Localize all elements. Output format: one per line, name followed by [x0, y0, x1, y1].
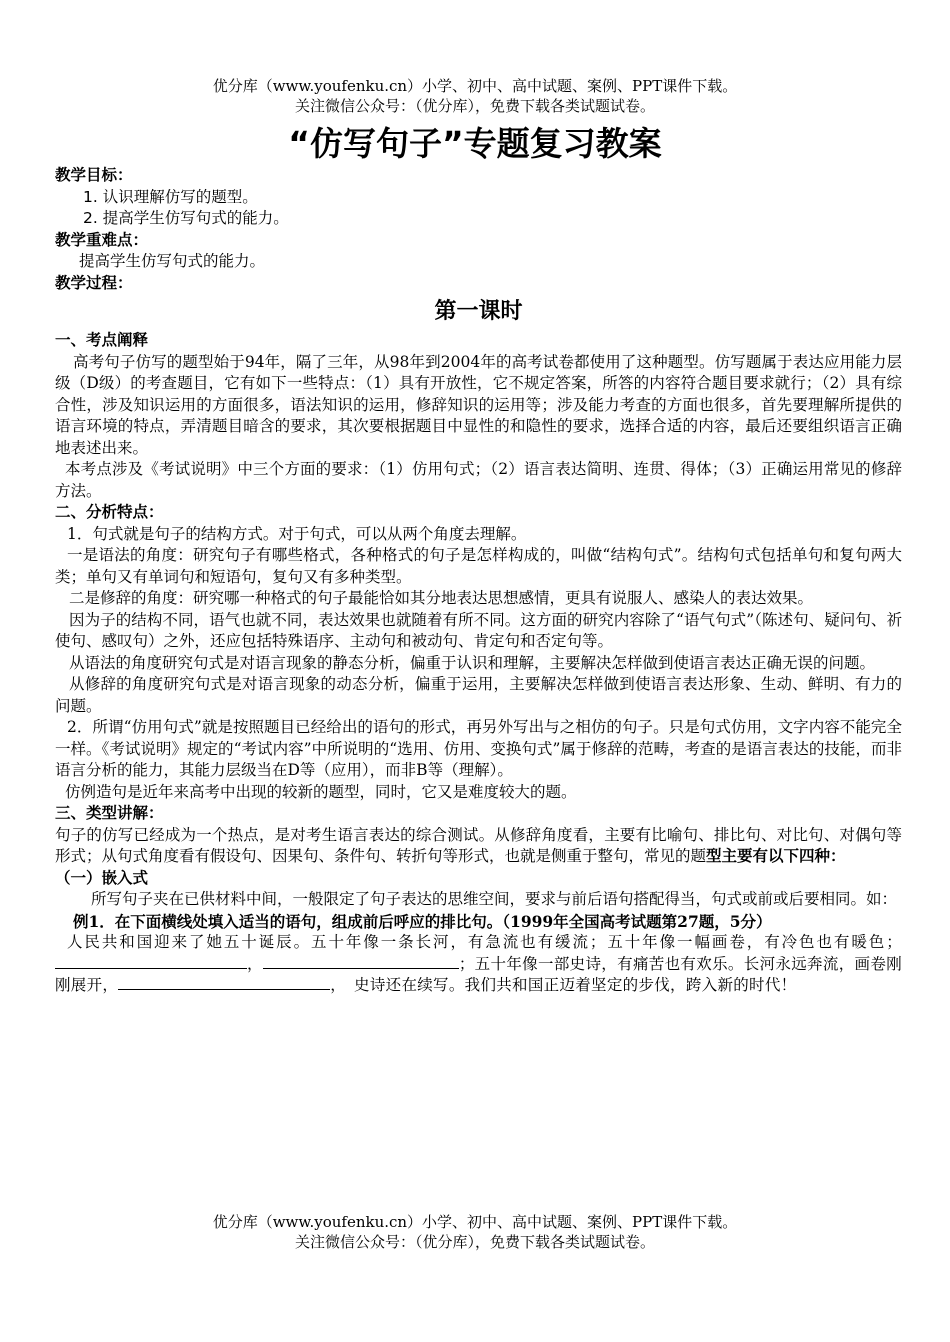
difficulty-text: 提高学生仿写句式的能力。: [79, 252, 266, 270]
document-title: “仿写句子”专题复习教案: [288, 124, 662, 163]
section-2-paragraph-2: 一是语法的角度：研究句子有哪些格式，各种格式的句子是怎样构成的，叫做“结构句式”。结构句式包括单句和复句两大类；单句又有单词句和短语句，复句又有多种类型。: [55, 546, 902, 586]
footer-line-2: 关注微信公众号：（优分库），免费下载各类试题试卷。: [294, 1233, 655, 1251]
footer-line-1: 优分库（www.youfenku.cn）小学、初中、高中试题、案例、PPT课件下载。: [212, 1213, 738, 1231]
goals-heading: 教学目标：: [55, 166, 133, 184]
passage-part-1: 人民共和国迎来了她五十诞辰。五十年像一条长河，有急流也有缓流；五十年像一幅画卷，有冷色也有暖色；: [67, 933, 902, 951]
difficulty-heading: 教学重难点：: [55, 230, 149, 249]
example-1-passage: [55, 932, 902, 997]
answer-blank-1[interactable]: [55, 954, 247, 969]
goal-item-1: 1. 认识理解仿写的题型。: [83, 187, 258, 206]
goal-item-2: 2. 提高学生仿写句式的能力。: [83, 209, 289, 227]
page-footer: [0, 1212, 950, 1252]
section-3-paragraph-1: [55, 825, 902, 868]
answer-blank-3[interactable]: [118, 975, 330, 990]
passage-part-2: ，: [247, 954, 263, 973]
answer-blank-2[interactable]: [263, 954, 459, 969]
passage-part-4: ， 史诗还在续写。我们共和国正迈着坚定的步伐，跨入新的时代！: [330, 976, 797, 994]
header-line-1: 优分库（www.youfenku.cn）小学、初中、高中试题、案例、PPT课件下载。: [212, 77, 738, 95]
section-2-paragraph-8: 仿例造句是近年来高考中出现的较新的题型，同时，它又是难度较大的题。: [65, 782, 577, 801]
section-3-paragraph-1-text: 句子的仿写已经成为一个热点，是对考生语言表达的综合测试。从修辞角度看，主要有比喻句、排比句、对比句、对偶句等形式；从句式角度看有假设句、因果句、条件句、转折句等形式，也就是侧重于整句，常见的题: [55, 825, 902, 865]
section-2-paragraph-4: 因为子的结构不同，语气也就不同，表达效果也就随着有所不同。这方面的研究内容除了“语气句式”（陈述句、疑问句、祈使句、感叹句）之外，还应包括特殊语序、主动句和被动句、肯定句和否定句等。: [55, 610, 902, 650]
lesson-title: 第一课时: [434, 299, 523, 324]
section-2-paragraph-7: 2．所谓“仿用句式”就是按照题目已经给出的语句的形式，再另外写出与之相仿的句子。只是句式仿用，文字内容不能完全一样。《考试说明》规定的“考试内容”中所说明的“选用、仿用、变换句式”属于修辞的范畴，考查的是语言表达的技能，而非语言分析的能力，其能力层级当在D等（应用），而非B等（理解）。: [55, 718, 902, 779]
section-2-paragraph-6: 从修辞的角度研究句式是对语言现象的动态分析，偏重于运用，主要解决怎样做到使语言表达形象、生动、鲜明、有力的问题。: [55, 675, 902, 715]
example-1-prompt: 例1．在下面横线处填入适当的语句，组成前后呼应的排比句。（1999年全国高考试题第27题，5分）: [73, 911, 772, 931]
subsection-1-text: 所写句子夹在已供材料中间，一般限定了句子表达的思维空间，要求与前后语句搭配得当，句式或前或后要相同。如：: [91, 890, 898, 908]
section-1-paragraph-1: 高考句子仿写的题型始于94年，隔了三年，从98年到2004年的高考试卷都使用了这种题型。仿写题属于表达应用能力层级（D级）的考查题目，它有如下一些特点：（1）具有开放性，它不规定答案，所答的内容符合题目要求就行；（2）具有综合性，涉及知识运用的方面很多，语法知识的运用，修辞知识的运用等；涉及能力考查的方面也很多，首先要理解所提供的语言环境的特点，弄清题目暗含的要求，其次要根据题目中显性的和隐性的要求，选择合适的内容，最后还要组织语言正确地表述出来。: [55, 352, 902, 457]
section-2-paragraph-1: 1．句式就是句子的结构方式。对于句式，可以从两个角度去理解。: [67, 524, 527, 543]
process-heading: 教学过程：: [55, 273, 133, 292]
section-2-heading: 二、分析特点：: [55, 503, 164, 521]
section-2-paragraph-3: 二是修辞的角度：研究哪一种格式的句子最能恰如其分地表达思想感情，更具有说服人、感染人的表达效果。: [69, 589, 814, 607]
document-body: [55, 165, 902, 997]
section-3-heading: 三、类型讲解：: [55, 804, 164, 822]
section-1-heading: 一、考点阐释: [55, 331, 149, 349]
passage-part-3: ；五十年像一部史诗，有痛苦也有欢乐。长河永远奔流，画卷刚刚展开，: [55, 954, 902, 994]
subsection-1-heading: （一）嵌入式: [55, 868, 149, 887]
section-3-paragraph-1-bold: 型主要有以下四种：: [706, 847, 846, 865]
header-line-2: 关注微信公众号：（优分库），免费下载各类试题试卷。: [294, 97, 655, 115]
section-1-paragraph-2: 本考点涉及《考试说明》中三个方面的要求：（1）仿用句式；（2）语言表达简明、连贯、得体；（3）正确运用常见的修辞方法。: [55, 460, 902, 500]
section-2-paragraph-5: 从语法的角度研究句式是对语言现象的静态分析，偏重于认识和理解，主要解决怎样做到使语言表达正确无误的问题。: [69, 653, 876, 672]
page-header: [0, 76, 950, 116]
